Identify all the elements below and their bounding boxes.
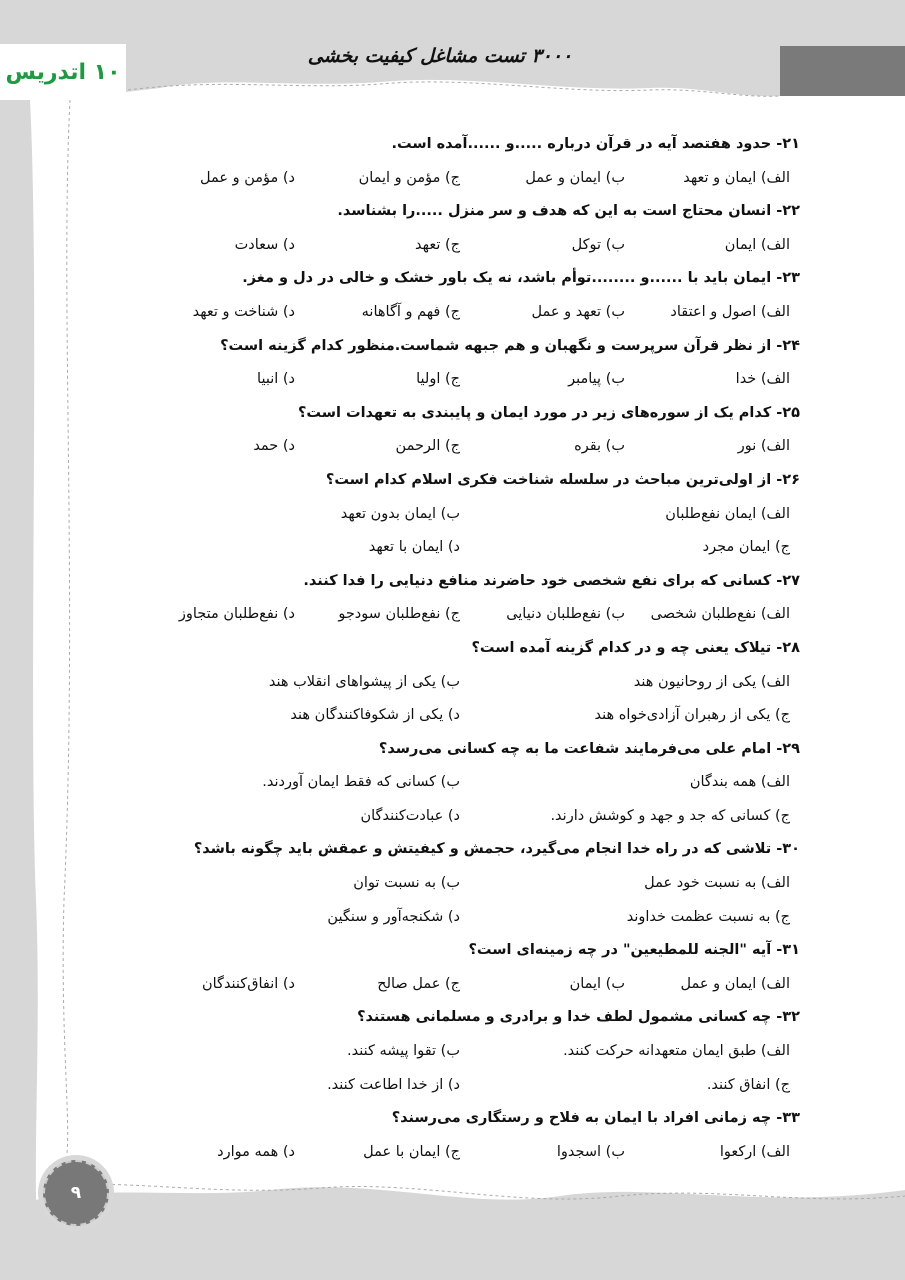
answer-option: ب) بقره <box>574 438 625 455</box>
brand-logo <box>0 44 126 100</box>
answer-option: الف) یکی از روحانیون هند <box>633 673 790 690</box>
answer-options <box>135 531 800 565</box>
answer-options <box>135 800 800 834</box>
answer-option: الف) طبق ایمان متعهدانه حرکت کنند. <box>563 1043 790 1060</box>
answer-option: ج) تعهد <box>415 236 460 253</box>
answer-option: ج) مؤمن و ایمان <box>358 169 460 186</box>
question-text: ۲۲- انسان محتاج است به این که هدف و سر منزل .....را بشناسد. <box>337 203 800 220</box>
answer-options <box>135 296 800 330</box>
question-text: ۳۰- تلاشی که در راه خدا انجام می‌گیرد، حجمش و کیفیتش و عمقش باید چگونه باشد؟ <box>193 841 800 858</box>
answer-option: د) شکنجه‌آور و سنگین <box>327 908 460 925</box>
answer-option: د) مؤمن و عمل <box>199 169 295 186</box>
question-text: ۲۶- از اولی‌ترین مباحث در سلسله شناخت فکری اسلام کدام است؟ <box>325 471 800 488</box>
answer-option: ج) انفاق کنند. <box>706 1076 790 1093</box>
question-text: ۲۸- تیلاک یعنی چه و در کدام گزینه آمده است؟ <box>471 639 800 656</box>
answer-options <box>135 162 800 196</box>
answer-option: د) انبیا <box>257 371 295 388</box>
answer-options <box>135 1136 800 1170</box>
answer-option: ج) ایمان مجرد <box>702 539 790 556</box>
answer-option: ب) نفع‌طلبان دنیایی <box>506 606 625 623</box>
answer-option: ب) تعهد و عمل <box>531 303 625 320</box>
answer-options <box>135 1035 800 1069</box>
answer-option: ج) اولیا <box>416 371 460 388</box>
question-text: ۳۲- چه کسانی مشمول لطف خدا و برادری و مسلمانی هستند؟ <box>357 1009 800 1026</box>
answer-option: ب) یکی از پیشواهای انقلاب هند <box>268 673 460 690</box>
answer-option: ج) کسانی که جد و جهد و کوشش دارند. <box>550 807 790 824</box>
answer-options <box>135 766 800 800</box>
question-text: ۲۷- کسانی که برای نفع شخصی خود حاضرند منافع دنیایی را فدا کنند. <box>303 572 800 589</box>
answer-option: ج) الرحمن <box>395 438 460 455</box>
answer-options <box>135 363 800 397</box>
answer-options <box>135 430 800 464</box>
answer-option: د) عبادت‌کنندگان <box>360 807 460 824</box>
question-text: ۲۳- ایمان باید با ......و ........توأم باشد، نه یک باور خشک و خالی در دل و مغز. <box>242 270 800 287</box>
answer-option: د) سعادت <box>234 236 295 253</box>
question-text: ۲۱- حدود هفتصد آیه در قرآن درباره .....و ......آمده است. <box>391 136 800 152</box>
question-text: ۲۴- از نظر قرآن سرپرست و نگهبان و هم جبهه شماست.منظور کدام گزینه است؟ <box>220 337 800 354</box>
answer-option: ب) ایمان <box>569 975 625 992</box>
answer-option: الف) ایمان نفع‌طلبان <box>665 505 790 522</box>
page-number: ۹ <box>43 1160 109 1226</box>
answer-option: ج) فهم و آگاهانه <box>361 303 460 320</box>
answer-option: ب) به نسبت توان <box>353 875 460 892</box>
answer-option: الف) ایمان و تعهد <box>683 169 790 186</box>
answer-option: الف) نور <box>737 438 790 455</box>
logo-text: ۱۰ اتدریس <box>5 59 121 85</box>
answer-option: د) همه موارد <box>217 1143 295 1160</box>
answer-option: الف) همه بندگان <box>689 774 790 791</box>
answer-option: د) از خدا اطاعت کنند. <box>327 1076 460 1093</box>
answer-options <box>135 867 800 901</box>
header-gray-box <box>780 46 905 96</box>
answer-option: الف) ایمان و عمل <box>680 975 790 992</box>
answer-option: د) حمد <box>253 438 295 455</box>
answer-options <box>135 901 800 935</box>
answer-option: الف) ارکعوا <box>719 1143 790 1160</box>
answer-option: ج) به نسبت عظمت خداوند <box>626 908 790 925</box>
answer-options <box>135 666 800 700</box>
answer-options <box>135 699 800 733</box>
answer-option: د) شناخت و تعهد <box>192 303 295 320</box>
answer-option: الف) ایمان <box>724 236 790 253</box>
answer-option: ج) نفع‌طلبان سودجو <box>338 606 460 623</box>
answer-options <box>135 968 800 1002</box>
answer-option: ب) کسانی که فقط ایمان آوردند. <box>262 774 460 791</box>
answer-option: د) ایمان با تعهد <box>368 539 460 556</box>
question-text: ۲۵- کدام یک از سوره‌های زیر در مورد ایمان و پایبندی به تعهدات است؟ <box>297 404 800 421</box>
answer-option: الف) نفع‌طلبان شخصی <box>650 606 790 623</box>
question-text: ۳۱- آیه "الجنه للمطیعین" در چه زمینه‌ای است؟ <box>468 942 800 959</box>
answer-option: د) یکی از شکوفاکنندگان هند <box>290 707 460 724</box>
answer-option: ب) توکل <box>571 236 625 253</box>
answer-option: ب) ایمان بدون تعهد <box>340 505 460 522</box>
answer-option: ج) ایمان با عمل <box>363 1143 460 1160</box>
page-header-title: ۳۰۰۰ تست مشاغل کیفیت بخشی <box>307 45 573 67</box>
question-text: ۲۹- امام علی می‌فرمایند شفاعت ما به چه کسانی می‌رسد؟ <box>378 740 800 757</box>
answer-option: د) انفاق‌کنندگان <box>201 975 295 992</box>
answer-option: ج) عمل صالح <box>377 975 460 992</box>
answer-option: ب) پیامبر <box>568 371 625 388</box>
answer-options <box>135 1069 800 1103</box>
answer-option: ب) اسجدوا <box>556 1143 625 1160</box>
question-list <box>135 128 800 1169</box>
answer-option: د) نفع‌طلبان متجاوز <box>178 606 295 623</box>
answer-options <box>135 229 800 263</box>
answer-option: الف) خدا <box>735 371 790 388</box>
question-text: ۳۳- چه زمانی افراد با ایمان به فلاح و رستگاری می‌رسند؟ <box>391 1110 800 1127</box>
answer-option: الف) به نسبت خود عمل <box>644 875 790 892</box>
answer-options <box>135 598 800 632</box>
answer-option: ب) تقوا پیشه کنند. <box>346 1043 460 1060</box>
answer-option: الف) اصول و اعتقاد <box>670 303 790 320</box>
answer-option: ب) ایمان و عمل <box>525 169 625 186</box>
answer-option: ج) یکی از رهبران آزادی‌خواه هند <box>594 707 790 724</box>
answer-options <box>135 498 800 532</box>
